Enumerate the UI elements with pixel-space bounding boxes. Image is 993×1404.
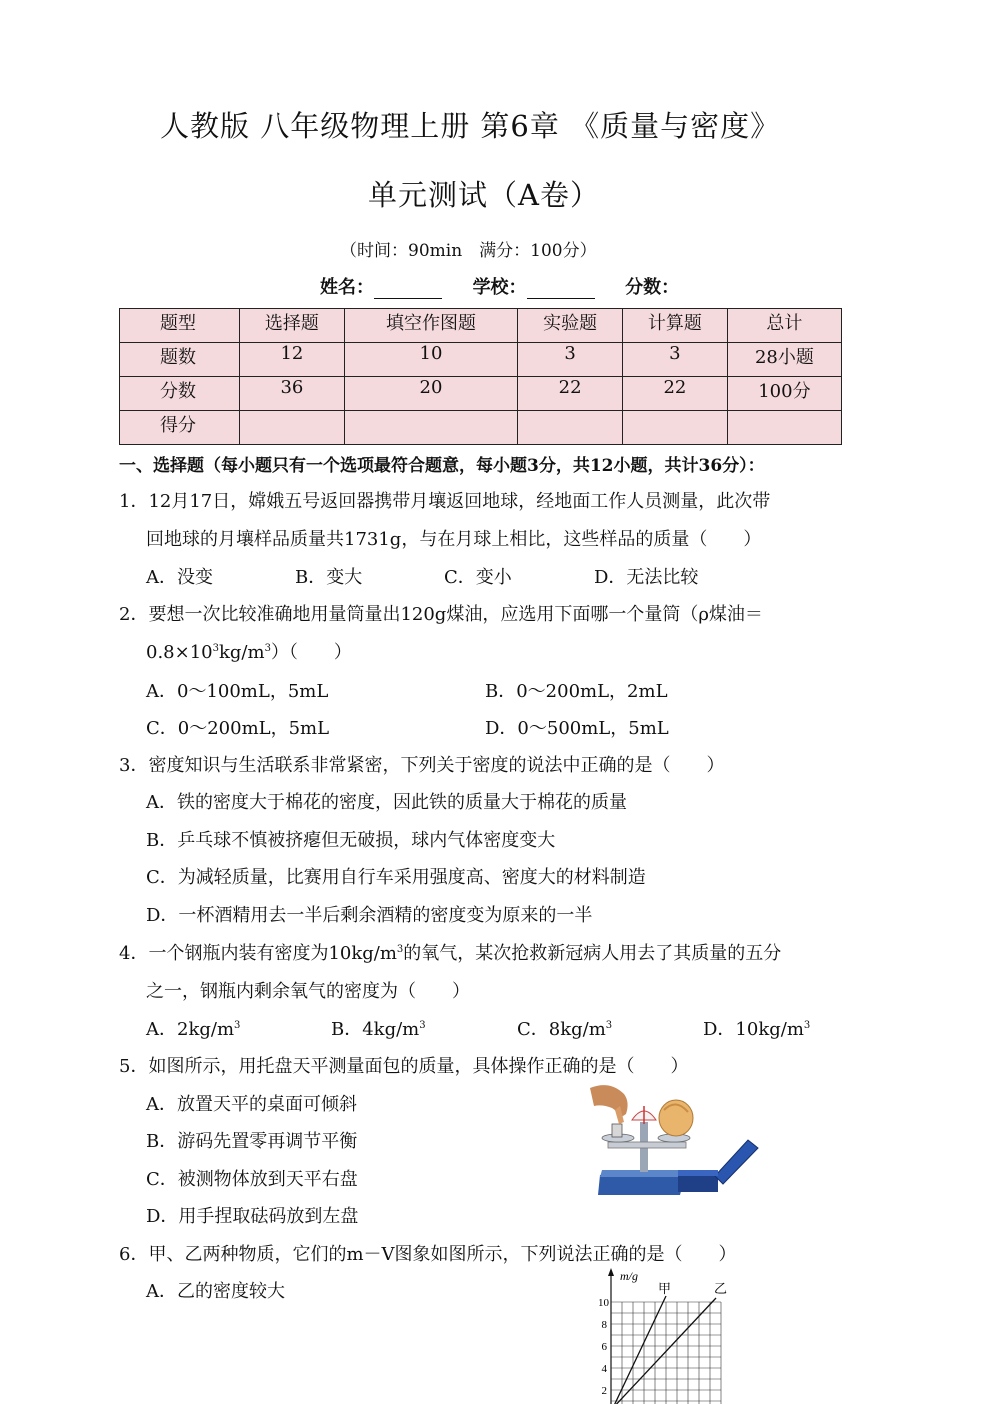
line-yi — [611, 1298, 716, 1404]
line-jia — [611, 1296, 666, 1404]
school-blank[interactable] — [527, 280, 595, 299]
q2-line2-b: kg/m — [219, 642, 265, 663]
q5-option-d[interactable]: D．用手捏取砝码放到左盘 — [146, 1206, 359, 1227]
table-cell[interactable] — [240, 411, 345, 445]
table-cell: 36 — [240, 377, 345, 411]
school-label: 学校： — [472, 277, 527, 298]
line-label-jia: 甲 — [658, 1282, 672, 1297]
q2-sup1: 3 — [212, 643, 219, 654]
q2-option-a[interactable]: A．0～100mL，5mL — [146, 681, 329, 702]
table-cell: 3 — [623, 343, 728, 377]
table-cell: 得分 — [120, 411, 240, 445]
q3-option-a[interactable]: A．铁的密度大于棉花的密度，因此铁的质量大于棉花的质量 — [146, 792, 627, 813]
q4-option-d-text: D．10kg/m — [703, 1019, 804, 1040]
q4-option-b[interactable] — [331, 1015, 426, 1041]
q4-line1 — [119, 939, 781, 965]
q1-option-d[interactable]: D．无法比较 — [594, 567, 699, 588]
table-cell: 计算题 — [623, 309, 728, 343]
table-cell[interactable] — [623, 411, 728, 445]
table-row — [120, 377, 842, 411]
q2-line1: 2．要想一次比较准确地用量筒量出120g煤油，应选用下面哪一个量筒（ρ煤油＝ — [119, 604, 763, 625]
q1-option-c[interactable]: C．变小 — [444, 567, 512, 588]
q5-option-a[interactable]: A．放置天平的桌面可倾斜 — [146, 1094, 357, 1115]
balance-base — [598, 1175, 685, 1195]
y-tick-label: 2 — [601, 1385, 607, 1397]
y-tick-label: 10 — [598, 1297, 609, 1309]
balance-illustration — [590, 1080, 760, 1202]
q4-option-a-sup: 3 — [234, 1020, 241, 1031]
y-tick-label: 4 — [601, 1363, 607, 1375]
q4-option-c-text: C．8kg/m — [517, 1019, 606, 1040]
q4-option-b-sup: 3 — [419, 1020, 426, 1031]
q4-option-b-text: B．4kg/m — [331, 1019, 420, 1040]
q5-line1: 5．如图所示，用托盘天平测量面包的质量，具体操作正确的是（ ） — [119, 1056, 689, 1077]
table-row — [120, 343, 842, 377]
table-cell: 题型 — [120, 309, 240, 343]
q4-option-c-sup: 3 — [605, 1020, 613, 1031]
table-cell: 分数 — [120, 377, 240, 411]
q3-option-b[interactable]: B．乒乓球不慎被挤瘪但无破损，球内气体密度变大 — [146, 830, 556, 851]
table-cell: 12 — [240, 343, 345, 377]
time-info: （时间：90min 满分：100分） — [340, 241, 597, 261]
score-label: 分数： — [625, 277, 680, 298]
m-v-graph — [590, 1262, 735, 1404]
q2-sup2: 3 — [264, 643, 271, 654]
table-cell: 实验题 — [518, 309, 623, 343]
q4-option-a[interactable] — [146, 1015, 240, 1041]
table-cell: 总计 — [727, 309, 841, 343]
table-cell[interactable] — [344, 411, 517, 445]
q2-line2-a: 0.8×10 — [146, 642, 213, 663]
table-row — [120, 411, 842, 445]
table-cell: 填空作图题 — [344, 309, 517, 343]
q1-line2: 回地球的月壤样品质量共1731g，与在月球上相比，这些样品的质量（ ） — [146, 529, 762, 550]
name-blank[interactable] — [374, 280, 442, 299]
y-axis-label: m/g — [620, 1269, 638, 1283]
q2-line2 — [146, 638, 352, 664]
q5-option-c[interactable]: C．被测物体放到天平右盘 — [146, 1169, 358, 1190]
q6-option-a[interactable]: A．乙的密度较大 — [146, 1281, 285, 1302]
table-cell: 10 — [344, 343, 517, 377]
line-label-yi: 乙 — [714, 1282, 728, 1297]
table-cell: 20 — [344, 377, 517, 411]
graph-grid — [611, 1302, 721, 1404]
q3-option-c[interactable]: C．为减轻质量，比赛用自行车采用强度高、密度大的材料制造 — [146, 867, 646, 888]
q3-line1: 3．密度知识与生活联系非常紧密，下列关于密度的说法中正确的是（ ） — [119, 755, 725, 776]
weight-box — [678, 1175, 718, 1192]
weight-box-lid — [715, 1140, 758, 1184]
page-title-line2: 单元测试（A卷） — [368, 178, 600, 212]
q3-option-d[interactable]: D．一杯酒精用去一半后剩余酒精的密度变为原来的一半 — [146, 905, 593, 926]
q4-option-d[interactable] — [703, 1015, 810, 1041]
y-tick-label: 8 — [601, 1319, 607, 1331]
table-cell: 22 — [518, 377, 623, 411]
hand-icon — [590, 1085, 628, 1118]
q1-option-a[interactable]: A．没变 — [146, 567, 213, 588]
q1-line1: 1．12月17日，嫦娥五号返回器携带月壤返回地球，经地面工作人员测量，此次带 — [119, 491, 771, 512]
q2-option-d[interactable]: D．0～500mL，5mL — [485, 718, 669, 739]
q4-option-c[interactable] — [517, 1015, 612, 1041]
q2-line2-c: ）（ ） — [270, 642, 352, 663]
q4-option-a-text: A．2kg/m — [146, 1019, 235, 1040]
table-cell: 22 — [623, 377, 728, 411]
name-label: 姓名： — [320, 277, 374, 298]
y-axis-arrow — [608, 1268, 614, 1276]
table-cell: 题数 — [120, 343, 240, 377]
q6-line1: 6．甲、乙两种物质，它们的m－V图象如图所示，下列说法正确的是（ ） — [119, 1244, 737, 1265]
section-heading: 一、选择题（每小题只有一个选项最符合题意，每小题3分，共12小题，共计36分）： — [119, 456, 765, 476]
table-row — [120, 309, 842, 343]
q4-line1-b: 的氧气，某次抢救新冠病人用去了其质量的五分 — [403, 943, 782, 964]
page-title-line1: 人教版 八年级物理上册 第6章 《质量与密度》 — [160, 109, 781, 143]
table-cell: 选择题 — [240, 309, 345, 343]
score-table — [119, 308, 842, 445]
q1-option-b[interactable]: B．变大 — [295, 567, 363, 588]
q2-option-c[interactable]: C．0～200mL，5mL — [146, 718, 330, 739]
table-cell: 28小题 — [727, 343, 841, 377]
q2-option-b[interactable]: B．0～200mL，2mL — [485, 681, 668, 702]
student-info-row — [320, 273, 679, 299]
table-cell[interactable] — [518, 411, 623, 445]
q4-option-d-sup: 3 — [803, 1020, 811, 1031]
table-cell[interactable] — [727, 411, 841, 445]
q4-sup: 3 — [396, 944, 404, 955]
weight — [612, 1124, 622, 1137]
balance-beam — [608, 1142, 686, 1148]
q4-line2: 之一，钢瓶内剩余氧气的密度为（ ） — [146, 981, 470, 1002]
weight-box-top — [678, 1170, 718, 1176]
table-cell: 100分 — [727, 377, 841, 411]
q5-option-b[interactable]: B．游码先置零再调节平衡 — [146, 1131, 358, 1152]
y-tick-label: 6 — [601, 1341, 607, 1353]
table-cell: 3 — [518, 343, 623, 377]
q4-line1-a: 4．一个钢瓶内装有密度为10kg/m — [119, 943, 397, 964]
